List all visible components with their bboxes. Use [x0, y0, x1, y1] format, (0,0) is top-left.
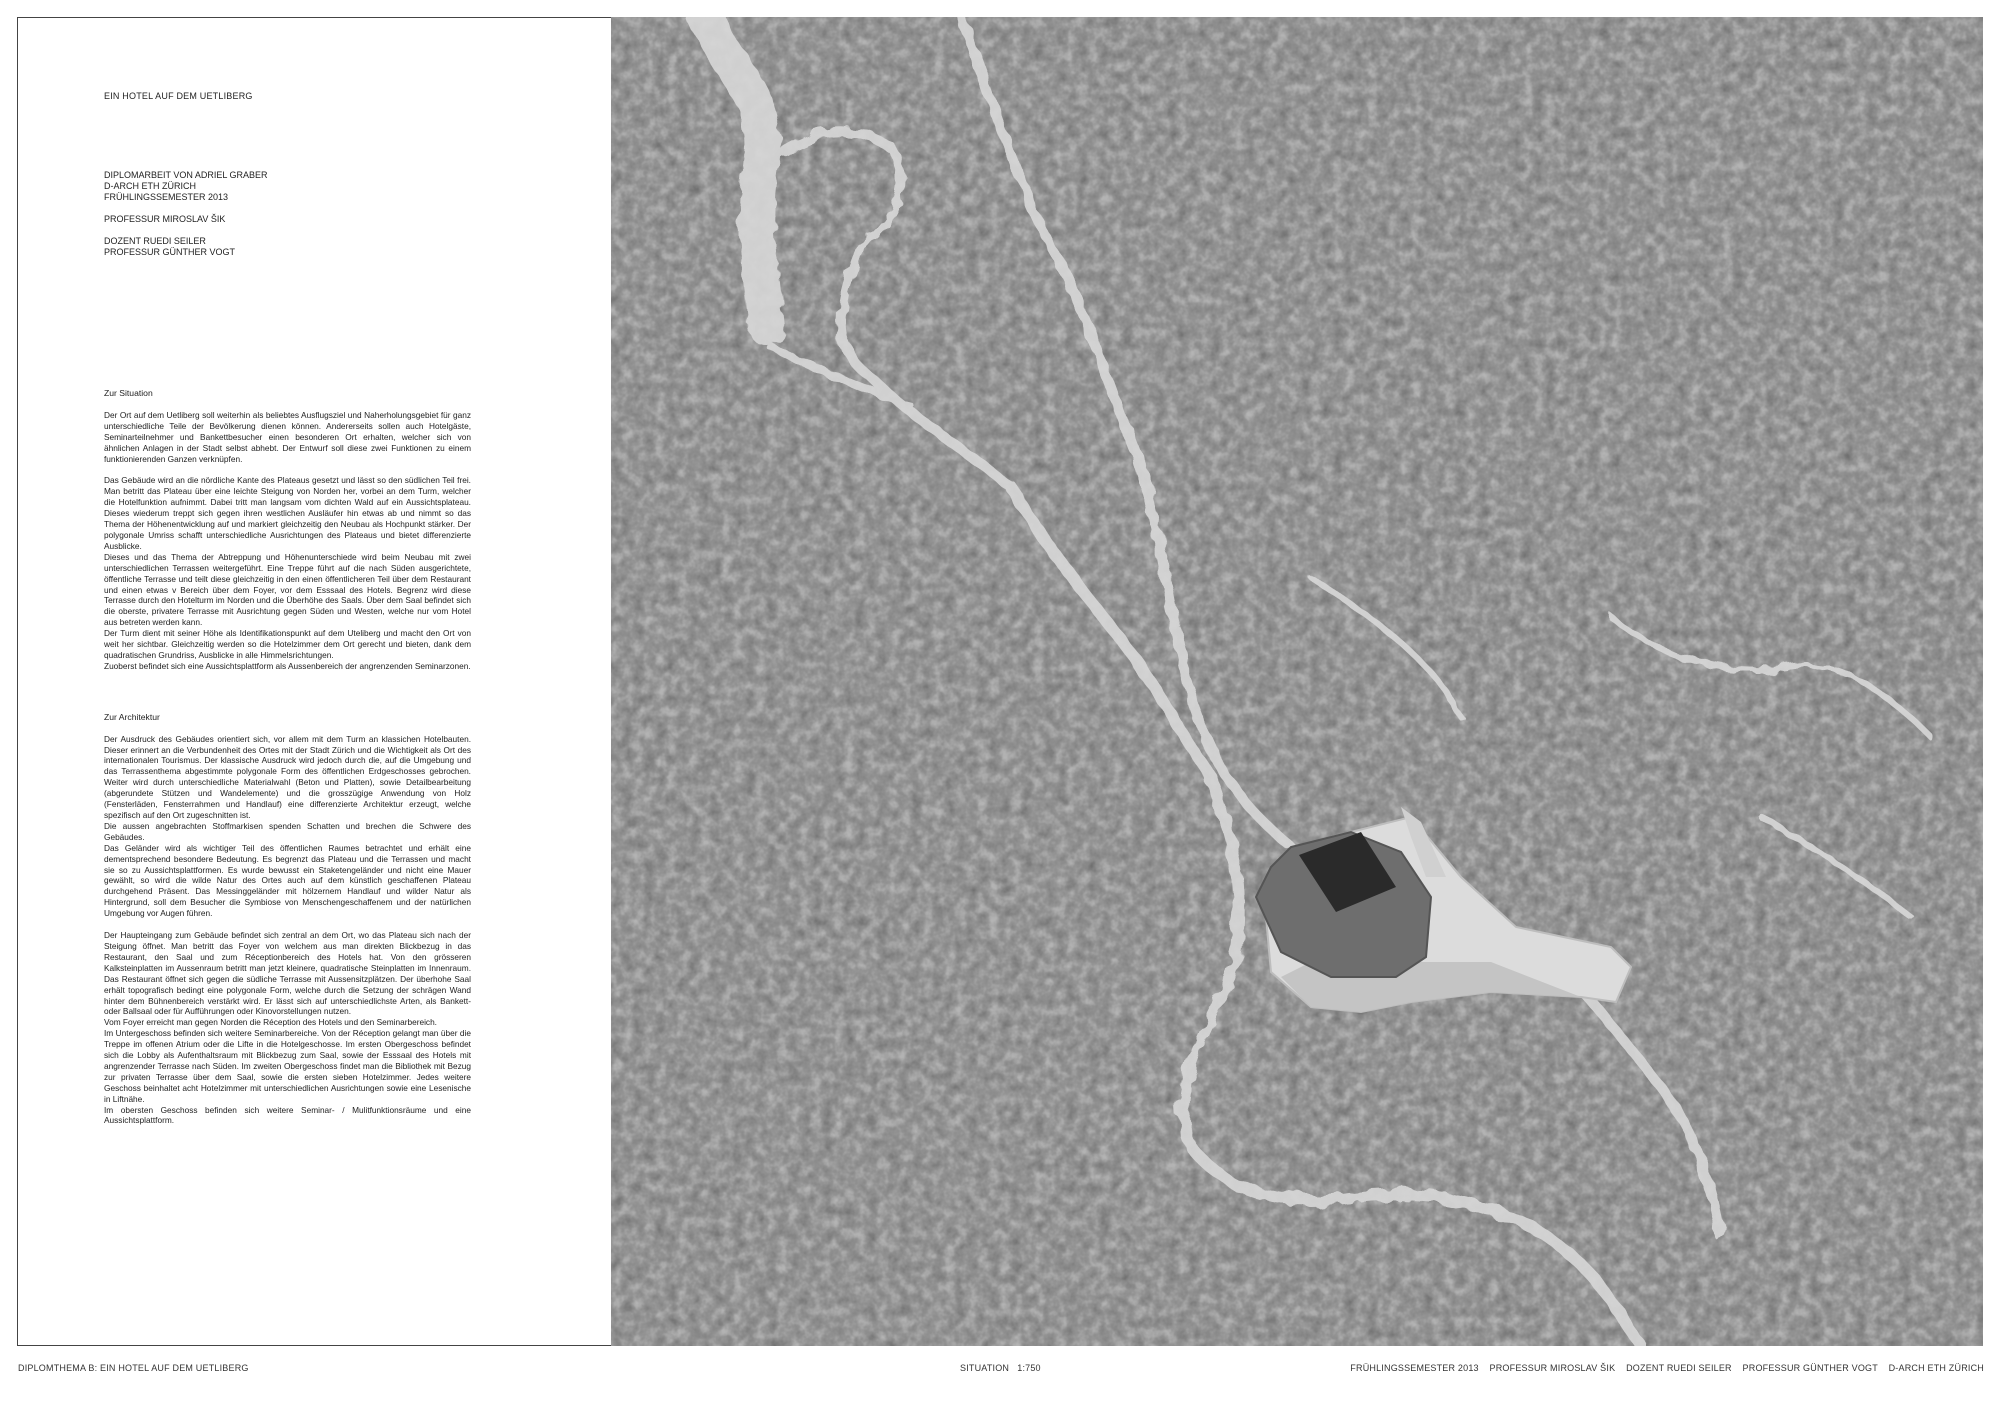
paragraph: Der Ausdruck des Gebäudes orientiert sich, vor allem mit dem Turm an klassichen Hotelbauten. Dieser erinnert an die Verbundenheit des Ortes mit der Stadt Zürich und die Wichtigkeit als Ort des internationalen Tourismus. Der klassische Ausdruck wird jedoch durch die, auf die Umgebung und das Terrassenthema abgestimmte polygonale Form des öffentlichen Erdgeschosses gebrochen. Weiter wird durch unterschiedliche Materialwahl (Beton und Platten), sowie Detailbearbeitung (abgerundete Stützen und Wandelemente) und die grosszügige Anwendung von Holz (Fensterläden, Fensterrahmen und Handlauf) eine differenzierte Architektur erzeugt, welche spezifisch auf den Ort zugeschnitten ist. — [104, 733, 471, 820]
site-plan-drawing — [611, 17, 1983, 1346]
paragraph: Vom Foyer erreicht man gegen Norden die Réception des Hotels und den Seminarbereich. — [104, 1017, 437, 1028]
paragraph: Das Gebäude wird an die nördliche Kante des Plateaus gesetzt und lässt so den südlichen Teil frei. Man betritt das Plateau über eine leichte Steigung von Norden her, vorbei an dem Turm, welcher die Hotelfunktion aufnimmt. Dabei tritt man langsam vom dichten Wald auf ein Aussichtsplateau. Dieses wiederum treppt sich gegen ihren westlichen Ausläufer hin etwas ab und nimmt so das Thema der Höhenentwicklung auf und markiert gleichzeitig den Neubau als Hochpunkt stärker. Der polygonale Umriss schafft unterschiedliche Ausrichtungen des Plateaus und bietet differenzierte Ausblicke. — [104, 475, 471, 551]
credit-line: DIPLOMARBEIT VON ADRIEL GRABER — [104, 170, 268, 180]
forest-shade — [611, 17, 1983, 1346]
paragraph: Im Untergeschoss befinden sich weitere Seminarbereiche. Von der Réception gelangt man über die Treppe im offenen Atrium oder die Lifte in die Hotelgeschosse. Im ersten Obergeschoss befindet sich die Lobby als Aufenthaltsraum mit Blickbezug zum Saal, sowie der Esssaal des Hotels mit angrenzender Terrasse nach Süden. Im zweiten Obergeschoss findet man die Bibliothek mit Bezug zur privaten Terrasse über dem Saal, sowie die ersten sieben Hotelzimmer. Jedes weitere Geschoss beinhaltet acht Hotelzimmer mit unterschiedlichen Ausrichtungen sowie eine Lesenische in Liftnähe. — [104, 1028, 471, 1104]
project-title: EIN HOTEL AUF DEM UETLIBERG — [104, 91, 253, 101]
paragraph: Im obersten Geschoss befinden sich weitere Seminar- / Mulitfunktionsräume und eine Aussichtsplattform. — [104, 1104, 471, 1126]
paragraph: Dieses und das Thema der Abtreppung und Höhenunterschiede wird beim Neubau mit zwei unterschiedlichen Terrassen weitergeführt. Eine Treppe führt auf die nach Süden ausgerichtete, öffentliche Terrasse und teilt diese gleichzeitig in den einen öffentlicheren Teil über dem Restaurant und einen etwas v Bereich über dem Foyer, vor dem Esssaal des Hotels. Begrenz wird diese Terrasse durch den Hotelturm im Norden und die Überhöhe des Saals. Über dem Saal befindet sich die oberste, privatere Terrasse mit Ausrichtung gegen Süden und Westen, welche nur vom Hotel aus betreten werden kann. — [104, 551, 471, 628]
footer-left: DIPLOMTHEMA B: EIN HOTEL AUF DEM UETLIBERG — [18, 1363, 249, 1373]
paragraph: Der Ort auf dem Uetliberg soll weiterhin als beliebtes Ausflugsziel und Naherholungsgebiet für ganz unterschiedliche Teile der Bevölkerung dienen können. Andererseits sollen auch Hotelgäste, Seminarteilnehmer und Bankettbesucher einen besonderen Ort erhalten, welcher sich von ähnlichen Anlagen in der Stadt selbst abhebt. Der Entwurf soll diese zwei Funktionen zu einem funktionierenden Ganzen verknüpfen. — [104, 409, 471, 464]
paragraph: Zuoberst befindet sich eine Aussichtsplattform als Aussenbereich der angrenzenden Seminarzonen. — [104, 660, 471, 671]
paragraph: Der Turm dient mit seiner Höhe als Identifikationspunkt auf dem Uteliberg und macht den Ort von weit her sichtbar. Gleichzeitig werden so die Hotelzimmer dem Ort gerecht und bieten, dank dem quadratischen Grundriss, Ausblicke in alle Himmelsrichtungen. — [104, 628, 471, 660]
paragraph: Die aussen angebrachten Stoffmarkisen spenden Schatten und brechen die Schwere des Gebäudes. — [104, 820, 471, 842]
credit-line: PROFESSUR MIROSLAV ŠIK — [104, 214, 226, 224]
footer-center: SITUATION 1:750 — [960, 1363, 1041, 1373]
credit-line: FRÜHLINGSSEMESTER 2013 — [104, 192, 229, 202]
paragraph: Der Haupteingang zum Gebäude befindet sich zentral an dem Ort, wo das Plateau sich nach der Steigung öffnet. Man betritt das Foyer von welchem aus man direkten Blickbezug in das Restaurant, den Saal und zum Réceptionbereich des Hotels hat. Von den grösseren Kalksteinplatten im Aussenraum betritt man jetzt kleinere, quadratische Steinplatten im Innenraum. Das Restaurant öffnet sich gegen die südliche Terrasse mit Aussensitzplätzen. Der überhohe Saal erhält topografisch bedingt eine polygonale Form, welche durch die Setzung der schrägen Wand hinter dem Bühnenbereich verstärkt wird. Er lässt sich auf unterschiedlichste Arten, als Bankett- oder Ballsaal oder für Aufführungen oder Kinovorstellungen nutzen. — [104, 930, 471, 1017]
footer-right: FRÜHLINGSSEMESTER 2013 PROFESSUR MIROSLAV ŠIK DOZENT RUEDI SEILER PROFESSUR GÜNTHER VOGT D-ARCH ETH ZÜRICH — [1350, 1363, 1984, 1373]
section-heading-architektur: Zur Architektur — [104, 711, 160, 722]
credit-line: PROFESSUR GÜNTHER VOGT — [104, 247, 236, 257]
credit-line: D-ARCH ETH ZÜRICH — [104, 181, 196, 191]
credit-line: DOZENT RUEDI SEILER — [104, 236, 206, 246]
credits-block — [104, 170, 268, 258]
paragraph: Das Geländer wird als wichtiger Teil des öffentlichen Raumes betrachtet und erhält eine dementsprechend besondere Bedeutung. Es begrenzt das Plateau und die Terrassen und macht sie so zu Aussichtsplattformen. Es wurde bewusst ein Staketengeländer und nicht eine Mauer gewählt, so wird die wilde Natur des Ortes auch auf dem künstlich geschaffenen Plateau durchgehend Präsent. Das Messinggeländer mit hölzernem Handlauf und wilder Natur als Hintergrund, soll dem Besucher die Symbiose von Menschengeschaffenem und der natürlichen Umgebung vor Augen führen. — [104, 842, 471, 919]
description-text — [104, 388, 471, 1126]
section-heading-situation: Zur Situation — [104, 388, 153, 398]
site-plan — [611, 17, 1983, 1346]
